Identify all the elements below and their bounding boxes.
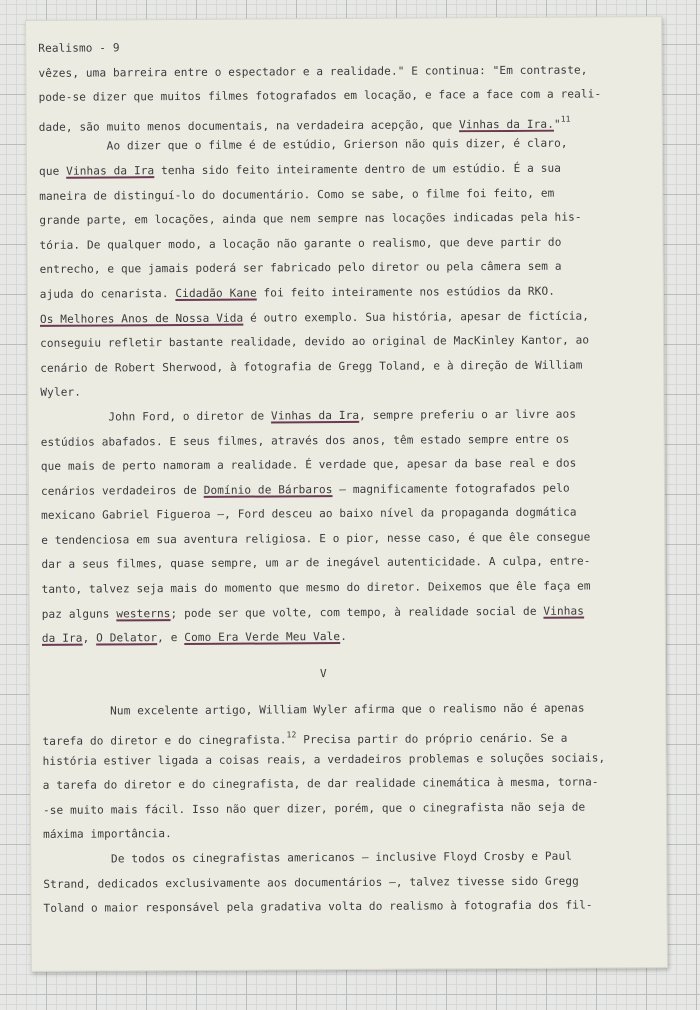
text-segment: Wyler.: [40, 385, 82, 400]
film-title: Os Melhores Anos de Nossa Vida: [39, 311, 244, 326]
text-line: [42, 574, 659, 602]
text-segment: cenário de Robert Sherwood, à fotografia de Gregg Toland, e à direção de William: [40, 358, 583, 375]
text-line: [43, 869, 660, 897]
text-segment: De todos os cinegrafistas americanos — inclusive Floyd Crosby e Paul: [43, 849, 573, 866]
text-segment: pode-se dizer que muitos filmes fotografados em locação, e face a face com a reali-: [38, 87, 602, 105]
text-segment: paz alguns: [41, 607, 117, 621]
text-segment: -se muito mais fácil. Isso não quer dizer, porém, que o cinegrafista não seja de: [42, 800, 586, 817]
text-line: [39, 230, 656, 258]
text-line: [41, 525, 658, 553]
footnote-ref: 12: [286, 730, 297, 740]
text-segment: , e: [157, 631, 185, 645]
text-segment: e tendenciosa em sua aventura religiosa. E o pior, nesse caso, é que êle consegue: [41, 530, 591, 547]
text-line: [40, 304, 657, 332]
text-segment: dar a seus filmes, quase sempre, um ar de inegável autenticidade. A culpa, entre-: [41, 554, 591, 572]
text-line: [41, 427, 658, 455]
text-line: [40, 328, 657, 356]
text-segment: que mais de perto namoram a realidade. É verdade que, apesar da base real e dos: [40, 456, 577, 473]
text-segment: tanto, talvez seja mais do momento que mesmo do diretor. Deixemos que êle faça em: [41, 579, 591, 596]
text-segment: ": [553, 117, 561, 131]
text-segment: é outro exemplo. Sua história, apesar de fictícia,: [243, 309, 590, 325]
text-line: [43, 893, 660, 921]
text-segment: ,: [82, 631, 97, 645]
text-segment: mexicano Gabriel Figueroa —, Ford desceu ao baixo nível da propaganda dogmática: [41, 505, 577, 523]
text-line: [39, 131, 656, 159]
text-segment: tarefa do diretor e do cinegrafista.: [42, 733, 287, 748]
text-segment: foi feito inteiramente nos estúdios da RKO.: [256, 284, 556, 300]
text-segment: cenários verdadeiros de: [40, 483, 204, 498]
film-title: Vinhas: [543, 604, 585, 618]
text-line: [42, 623, 659, 651]
text-segment: John Ford, o diretor de: [40, 409, 272, 424]
film-title: westerns: [116, 606, 171, 621]
text-lines: [38, 58, 660, 922]
film-title: Cidadão Kane: [175, 286, 257, 300]
text-segment: máxima importância.: [43, 827, 172, 842]
text-line: [41, 451, 658, 479]
text-segment: a tarefa do diretor e do cinegrafista, de dar realidade cinemática à mesma, torna-: [42, 775, 599, 793]
footnote-ref: 11: [560, 114, 571, 124]
text-line: [38, 58, 655, 86]
text-segment: história estiver ligada a coisas reais, a verdadeiros problemas e soluções sociais,: [42, 751, 606, 768]
text-segment: Precisa partir do próprio cenário. Se a: [296, 731, 568, 747]
text-line: [41, 550, 658, 578]
text-line: [43, 819, 660, 847]
film-title: da Ira: [41, 631, 83, 646]
text-segment: , sempre preferiu o ar livre aos: [359, 407, 577, 422]
text-line: [39, 205, 656, 233]
text-line: [39, 156, 656, 184]
text-line: [43, 795, 660, 823]
text-line: [40, 377, 657, 405]
text-line: [40, 254, 657, 282]
film-title: Domínio de Bárbaros: [203, 482, 333, 497]
text-segment: Num excelente artigo, William Wyler afirma que o realismo não é apenas: [42, 701, 585, 719]
text-segment: — magnificamente fotografados pelo: [332, 481, 570, 496]
text-line: [40, 402, 657, 430]
text-line: [42, 721, 659, 749]
text-segment: estúdios abafados. E seus filmes, através dos anos, têm estado sempre entre os: [40, 432, 570, 449]
text-line: [39, 181, 656, 209]
typed-page: [25, 16, 668, 972]
page-header: Realismo - 9: [38, 41, 120, 55]
text-line: [39, 107, 656, 135]
film-title: Como Era Verde Meu Vale: [184, 630, 341, 645]
text-line: [43, 770, 660, 798]
text-segment: entrecho, e que jamais poderá ser fabricado pelo diretor ou pela câmera sem a: [39, 260, 562, 277]
text-segment: ajuda do cenarista.: [39, 286, 176, 301]
text-segment: tenha sido feito inteiramente dentro de um estúdio. É a sua: [154, 161, 562, 178]
text-segment: conseguiu refletir bastante realidade, devido ao original de MacKinley Kantor, ao: [40, 333, 590, 350]
typed-text-body: [38, 33, 660, 922]
text-segment: tória. De qualquer modo, a locação não garante o realismo, que deve partir do: [39, 235, 562, 252]
text-line: [41, 476, 658, 504]
text-segment: dade, são muito menos documentais, na verdadeira acepção, que: [38, 118, 460, 134]
text-segment: V: [42, 666, 327, 682]
text-segment: Toland o maior responsável pela gradativa volta do realismo à fotografia dos fil-: [43, 898, 593, 916]
text-segment: maneira de distinguí-lo do documentário. Como se sabe, o filme foi feito, em: [39, 186, 555, 203]
film-title: Vinhas da Ira.: [459, 117, 555, 132]
text-segment: que: [38, 164, 67, 178]
text-segment: Strand, dedicados exclusivamente aos documentários —, talvez tivesse sido Gregg: [43, 874, 579, 891]
text-segment: ; pode ser que volte, com tempo, à realidade social de: [170, 604, 544, 620]
text-segment: .: [340, 630, 348, 644]
text-line: [43, 844, 660, 872]
text-line: [43, 746, 660, 774]
text-segment: grande parte, em locações, ainda que nem sempre nas locações indicadas pela his-: [39, 210, 582, 228]
text-line: [41, 500, 658, 528]
text-line: [40, 353, 657, 381]
film-title: O Delator: [96, 631, 158, 645]
text-segment: vêzes, uma barreira entre o espectador e a realidade." E continua: "Em contraste,: [38, 63, 588, 80]
text-line: [42, 599, 659, 627]
text-line: [39, 82, 656, 110]
text-line: [42, 660, 659, 688]
text-line: [40, 279, 657, 307]
text-segment: Ao dizer que o filme é de estúdio, Grierson não quis dizer, é claro,: [38, 137, 568, 154]
film-title: Vinhas da Ira: [270, 408, 360, 423]
film-title: Vinhas da Ira: [66, 164, 155, 178]
text-line: [42, 697, 659, 725]
